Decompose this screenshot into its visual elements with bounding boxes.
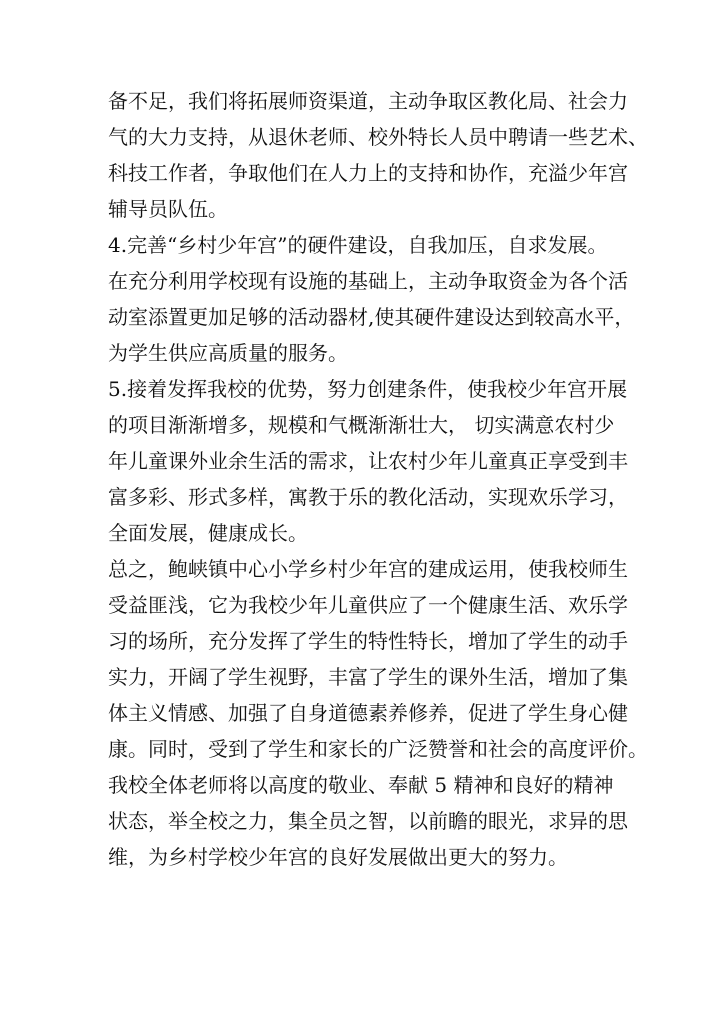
text-line: 康。同时，受到了学生和家长的广泛赞誉和社会的高度评价。 — [108, 737, 648, 761]
text-line: 习的场所，充分发挥了学生的特性特长，增加了学生的动手 — [108, 629, 628, 653]
text-line: 的项目渐渐增多，规模和气概渐渐壮大， 切实满意农村少 — [108, 413, 615, 437]
text-line: 总之，鲍峡镇中心小学乡村少年宫的建成运用，使我校师生 — [108, 557, 628, 581]
text-line: 富多彩、形式多样，寓教于乐的教化活动，实现欢乐学习， — [108, 485, 628, 509]
document-body — [108, 83, 648, 875]
text-line: 在充分利用学校现有设施的基础上，主动争取资金为各个活 — [108, 269, 628, 293]
text-line: 受益匪浅，它为我校少年儿童供应了一个健康生活、欢乐学 — [108, 593, 628, 617]
text-line: 年儿童课外业余生活的需求，让农村少年儿童真正享受到丰 — [108, 449, 628, 473]
text-line: 5.接着发挥我校的优势，努力创建条件，使我校少年宫开展 — [108, 377, 628, 401]
text-line: 为学生供应高质量的服务。 — [108, 341, 348, 365]
text-line: 备不足，我们将拓展师资渠道，主动争取区教化局、社会力 — [108, 89, 628, 113]
text-line: 体主义情感、加强了自身道德素养修养，促进了学生身心健 — [108, 701, 628, 725]
text-line: 辅导员队伍。 — [108, 197, 228, 221]
text-line: 动室添置更加足够的活动器材,使其硬件建设达到较高水平， — [108, 305, 635, 329]
text-line: 4.完善“乡村少年宫”的硬件建设，自我加压，自求发展。 — [108, 233, 608, 257]
text-line: 我校全体老师将以高度的敬业、奉献 5 精神和良好的精神 — [108, 773, 614, 797]
text-line: 实力，开阔了学生视野，丰富了学生的课外生活，增加了集 — [108, 665, 628, 689]
text-line: 气的大力支持，从退休老师、校外特长人员中聘请一些艺术、 — [108, 125, 648, 149]
text-line: 维，为乡村学校少年宫的良好发展做出更大的努力。 — [108, 845, 568, 869]
text-line: 全面发展，健康成长。 — [108, 521, 308, 545]
text-line: 状态，举全校之力，集全员之智，以前瞻的眼光，求异的思 — [108, 809, 628, 833]
text-line: 科技工作者，争取他们在人力上的支持和协作，充溢少年宫 — [108, 161, 628, 185]
